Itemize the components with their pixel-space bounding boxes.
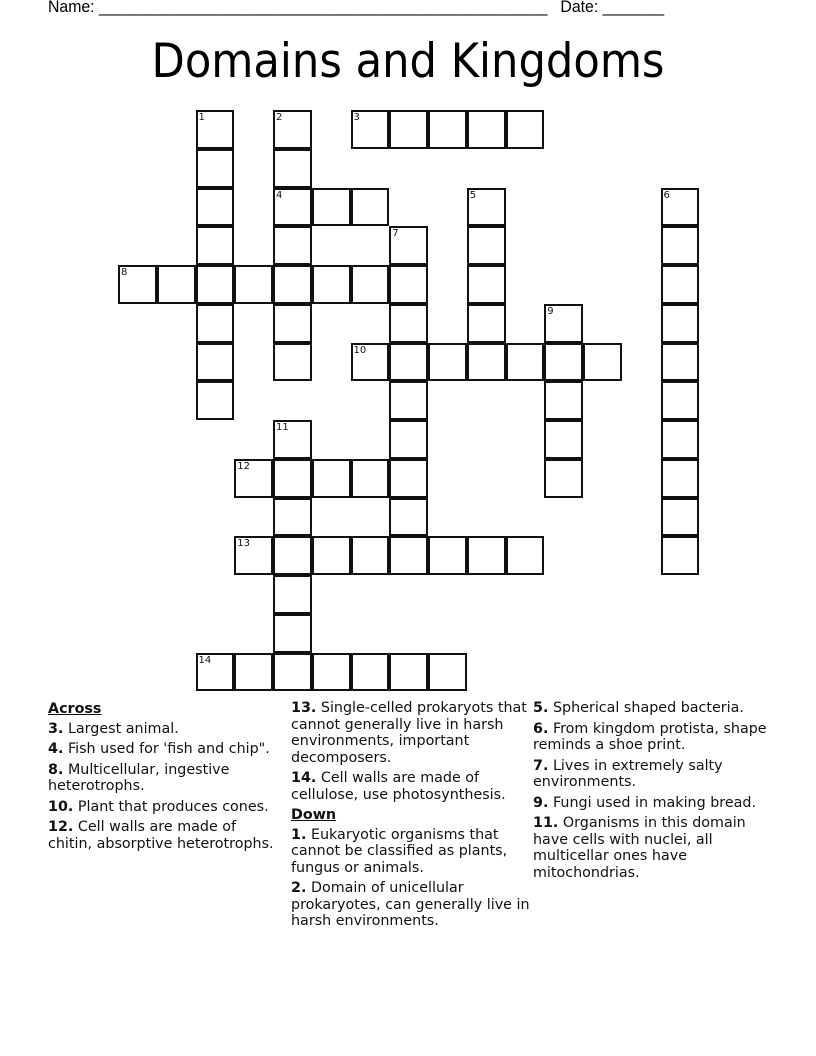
clue-number: 12. (48, 819, 74, 835)
grid-cell[interactable] (196, 343, 235, 382)
grid-cell[interactable] (234, 653, 273, 692)
grid-cell[interactable] (312, 653, 351, 692)
grid-cell[interactable] (312, 188, 351, 227)
cell-number: 8 (121, 267, 128, 278)
clue-across-8 (48, 762, 283, 795)
cell-number: 12 (237, 460, 250, 472)
clue-text: Largest animal. (67, 720, 179, 737)
grid-cell[interactable] (234, 265, 273, 304)
cell-number: 10 (353, 344, 367, 356)
cell-number: 1 (198, 112, 205, 123)
grid-cell[interactable] (467, 188, 506, 227)
grid-cell[interactable] (661, 381, 700, 420)
grid-cell[interactable] (467, 110, 506, 149)
grid-cell[interactable] (428, 653, 467, 692)
clue-number: 8. (48, 761, 64, 778)
date-field[interactable]: _______ (602, 0, 665, 16)
clue-number: 13. (291, 700, 317, 716)
grid-cell[interactable] (428, 536, 467, 575)
clue-text: Organisms in this domain have cells with nuclei, all multicellar ones have mitochondrias. (533, 815, 746, 881)
grid-cell[interactable] (389, 459, 428, 498)
clue-text: Multicellular, ingestive heterotrophs. (48, 761, 230, 794)
grid-cell[interactable] (196, 304, 235, 343)
cell-number: 3 (353, 112, 360, 123)
clue-across-12 (48, 819, 283, 852)
grid-cell[interactable] (196, 226, 235, 265)
grid-cell[interactable] (389, 343, 428, 382)
cell-number: 14 (198, 654, 212, 666)
grid-cell[interactable] (661, 265, 700, 304)
grid-cell[interactable] (273, 575, 312, 614)
clue-down-2 (291, 880, 531, 930)
grid-cell[interactable] (583, 343, 622, 382)
grid-cell[interactable] (661, 498, 700, 537)
name-field[interactable]: ___________________________________________________ (98, 0, 548, 16)
grid-cell[interactable] (273, 304, 312, 343)
grid-cell[interactable] (196, 381, 235, 420)
grid-cell[interactable] (661, 304, 700, 343)
grid-cell[interactable] (118, 265, 157, 304)
down-heading: Down (291, 807, 337, 823)
grid-cell[interactable] (544, 343, 583, 382)
clue-number: 2. (291, 880, 307, 896)
grid-cell[interactable] (351, 459, 390, 498)
grid-cell[interactable] (273, 110, 312, 149)
grid-cell[interactable] (467, 226, 506, 265)
grid-cell[interactable] (273, 265, 312, 304)
clue-text: Lives in extremely salty environments. (533, 757, 723, 790)
grid-cell[interactable] (273, 498, 312, 537)
clue-down-1 (291, 827, 531, 877)
clue-number: 14. (291, 770, 317, 786)
clue-number: 5. (533, 700, 549, 716)
clue-number: 7. (533, 757, 549, 774)
clue-number: 11. (533, 815, 559, 831)
cell-number: 6 (663, 189, 670, 201)
grid-cell[interactable] (351, 110, 390, 149)
clue-text: Single-celled prokaryots that cannot generally live in harsh environments, important decomposers. (291, 700, 527, 766)
clue-across-14 (291, 770, 531, 803)
grid-cell[interactable] (196, 188, 235, 227)
across-heading: Across (48, 701, 102, 717)
clue-text: Cell walls are made of cellulose, use photosynthesis. (291, 770, 506, 803)
clue-number: 4. (48, 741, 64, 757)
grid-cell[interactable] (661, 343, 700, 382)
page-title: Domains and Kingdoms (151, 34, 665, 89)
cell-number: 5 (469, 189, 477, 201)
grid-cell[interactable] (196, 110, 235, 149)
clue-down-5 (533, 700, 773, 717)
clue-down-11 (533, 815, 773, 881)
grid-cell[interactable] (196, 265, 235, 304)
grid-cell[interactable] (428, 110, 467, 149)
clues-column-3 (533, 700, 773, 885)
grid-cell[interactable] (273, 188, 312, 227)
clue-down-6 (533, 721, 773, 754)
grid-cell[interactable] (273, 226, 312, 265)
grid-cell[interactable] (196, 653, 235, 692)
grid-cell[interactable] (312, 536, 351, 575)
grid-cell[interactable] (351, 536, 390, 575)
grid-cell[interactable] (234, 459, 273, 498)
grid-cell[interactable] (661, 226, 700, 265)
clues-column-2 (291, 700, 531, 934)
clue-text: Eukaryotic organisms that cannot be classified as plants, fungus or animals. (291, 826, 508, 876)
clue-down-9 (533, 795, 773, 812)
cell-number: 7 (392, 228, 399, 240)
grid-cell[interactable] (506, 536, 545, 575)
grid-cell[interactable] (273, 149, 312, 188)
grid-cell[interactable] (389, 420, 428, 459)
grid-cell[interactable] (389, 381, 428, 420)
grid-cell[interactable] (661, 459, 700, 498)
grid-cell[interactable] (467, 343, 506, 382)
grid-cell[interactable] (506, 343, 545, 382)
grid-cell[interactable] (661, 188, 700, 227)
grid-cell[interactable] (157, 265, 196, 304)
grid-cell[interactable] (351, 343, 390, 382)
grid-cell[interactable] (273, 614, 312, 653)
grid-cell[interactable] (506, 110, 545, 149)
name-label: Name: (48, 0, 95, 16)
grid-cell[interactable] (389, 226, 428, 265)
grid-cell[interactable] (351, 653, 390, 692)
grid-cell[interactable] (389, 110, 428, 149)
cell-number: 2 (276, 112, 283, 123)
grid-cell[interactable] (544, 459, 583, 498)
clue-across-10 (48, 799, 283, 816)
grid-cell[interactable] (544, 420, 583, 459)
clue-number: 1. (291, 826, 307, 843)
grid-cell[interactable] (544, 304, 583, 343)
grid-cell[interactable] (467, 304, 506, 343)
grid-cell[interactable] (389, 653, 428, 692)
clue-number: 6. (533, 720, 549, 737)
cell-number: 13 (237, 538, 250, 550)
date-label: Date: (560, 0, 599, 16)
grid-cell[interactable] (389, 304, 428, 343)
grid-cell[interactable] (661, 536, 700, 575)
clue-down-7 (533, 758, 773, 791)
grid-cell[interactable] (273, 343, 312, 382)
clue-text: Plant that produces cones. (77, 798, 269, 815)
grid-cell[interactable] (389, 536, 428, 575)
grid-cell[interactable] (273, 459, 312, 498)
clue-text: Spherical shaped bacteria. (552, 700, 744, 716)
clue-across-3 (48, 721, 283, 738)
cell-number: 9 (547, 305, 554, 317)
clue-text: Cell walls are made of chitin, absorptive heterotrophs. (48, 819, 274, 852)
clue-across-4 (48, 741, 283, 758)
clue-text: Fungi used in making bread. (552, 794, 757, 811)
grid-cell[interactable] (544, 381, 583, 420)
grid-cell[interactable] (428, 343, 467, 382)
clue-text: Domain of unicellular prokaryotes, can generally live in harsh environments. (291, 880, 530, 929)
grid-cell[interactable] (351, 188, 390, 227)
clue-number: 10. (48, 798, 74, 815)
clue-text: From kingdom protista, shape reminds a shoe print. (533, 720, 767, 753)
grid-cell[interactable] (273, 420, 312, 459)
grid-cell[interactable] (389, 265, 428, 304)
grid-cell[interactable] (661, 420, 700, 459)
grid-cell[interactable] (234, 536, 273, 575)
cell-number: 4 (276, 189, 283, 201)
grid-cell[interactable] (273, 536, 312, 575)
cell-number: 11 (276, 422, 289, 433)
grid-cell[interactable] (312, 265, 351, 304)
grid-cell[interactable] (467, 265, 506, 304)
clue-across-13 (291, 700, 531, 766)
grid-cell[interactable] (389, 498, 428, 537)
grid-cell[interactable] (351, 265, 390, 304)
clue-text: Fish used for 'fish and chip". (67, 741, 270, 757)
clue-number: 9. (533, 794, 549, 811)
clue-number: 3. (48, 720, 64, 737)
grid-cell[interactable] (196, 149, 235, 188)
grid-cell[interactable] (312, 459, 351, 498)
grid-cell[interactable] (467, 536, 506, 575)
grid-cell[interactable] (273, 653, 312, 692)
clues-column-1 (48, 700, 283, 856)
